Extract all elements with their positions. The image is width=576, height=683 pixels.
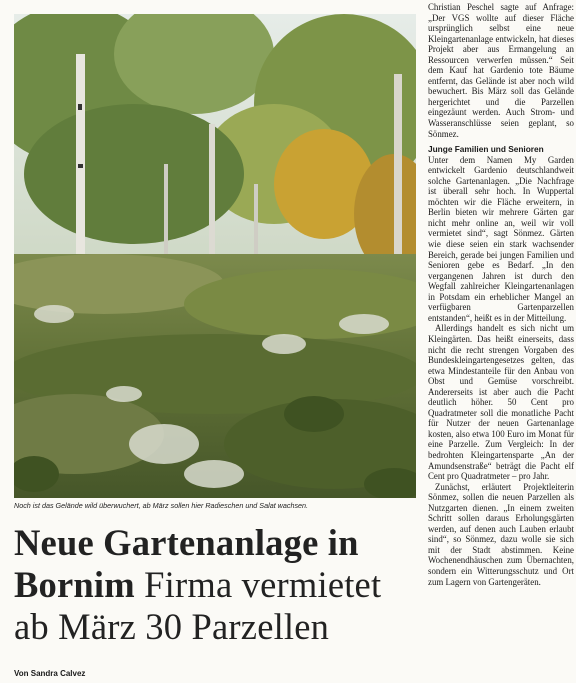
garden-photo	[14, 14, 416, 498]
paragraph: Zunächst, erläutert Projektleiterin Sönmez, sollen die neuen Parzellen als Nutzgarten dienen. „In einem zweiten Schritt sollen daraus Erholungsgärten werden, auf denen auch Lauben erlaubt sind“, so Sönmez, dazu wolle sie sich mit der Stadt abstimmen. Keine Wochenendhäuschen zum Übernachten, sondern ein Witterungsschutz und Ort zum Lagern von Gartengeräten.	[428, 481, 574, 587]
headline-sub: Firma vermietet ab März 30 Parzellen	[14, 564, 382, 647]
paragraph: Christian Peschel sagte auf Anfrage: „Der VGS wollte auf dieser Fläche ursprünglich selbst eine neue Kleingartenanlage entwickeln, hat dieses Projekt aber aus Ermangelung an Ressourcen verwerfen müssen.“ Seit dem Kauf hat Gardenio tote Bäume entfernt, das Gelände ist aber noch wild bewuchert. Bis März soll das Gelände hergerichtet und die Parzellen eingezäunt werden. Auch Strom- und Wasseranschlüsse seien geplant, so Sönmez.	[428, 2, 574, 139]
subhead: Junge Familien und Senioren	[428, 144, 544, 155]
headline-main: Neue Gartenanlage in Bornim	[14, 522, 359, 605]
photo-caption: Noch ist das Gelände wild überwuchert, ab März sollen hier Radieschen und Salat wachsen.	[14, 501, 309, 510]
byline: Von Sandra Calvez	[14, 669, 86, 678]
overgrown-garden-image	[14, 14, 416, 498]
paragraph: Unter dem Namen My Garden entwickelt Gardenio deutschlandweit solche Gartenanlagen. „Die Nachfrage ist überall sehr hoch. In Wuppertal möchten wir die Fläche erweitern, in Berlin bieten wir mehrere Gärten gar nicht mehr online an, weil wir voll vermietet sind“, sagt Sönmez. Gärten wie diese seien ein stark wachsender Bereich, gerade bei jungen Familien und Senioren gebe es Bedarf. „In den vergangenen Jahren ist durch den Wegfall zahlreicher Kleingartenanlagen in Potsdam ein erheblicher Mangel an verfügbaren Gartenparzellen entstanden“, heißt es in der Mitteilung.	[428, 154, 574, 323]
article-column	[428, 2, 574, 683]
paragraph: Allerdings handelt es sich nicht um Kleingärten. Das heißt einerseits, dass nicht die recht strengen Vorgaben des Bundeskleingartengesetzes gelten, das etwa Mindestanteile für den Anbau von Obst und Gemüse vorschreibt. Andererseits ist aber auch die Pacht deutlich höher. 50 Cent pro Quadratmeter soll die monatliche Pacht für Nutzer der neuen Gartenanlage kosten, also etwa 100 Euro im Monat für eine Parzelle. Zum Vergleich: In der bedrohten Kleingartensparte „An der Amundsenstraße“ beträgt die Pacht elf Cent pro Quadratmeter – pro Jahr.	[428, 323, 574, 482]
headline	[14, 522, 418, 648]
